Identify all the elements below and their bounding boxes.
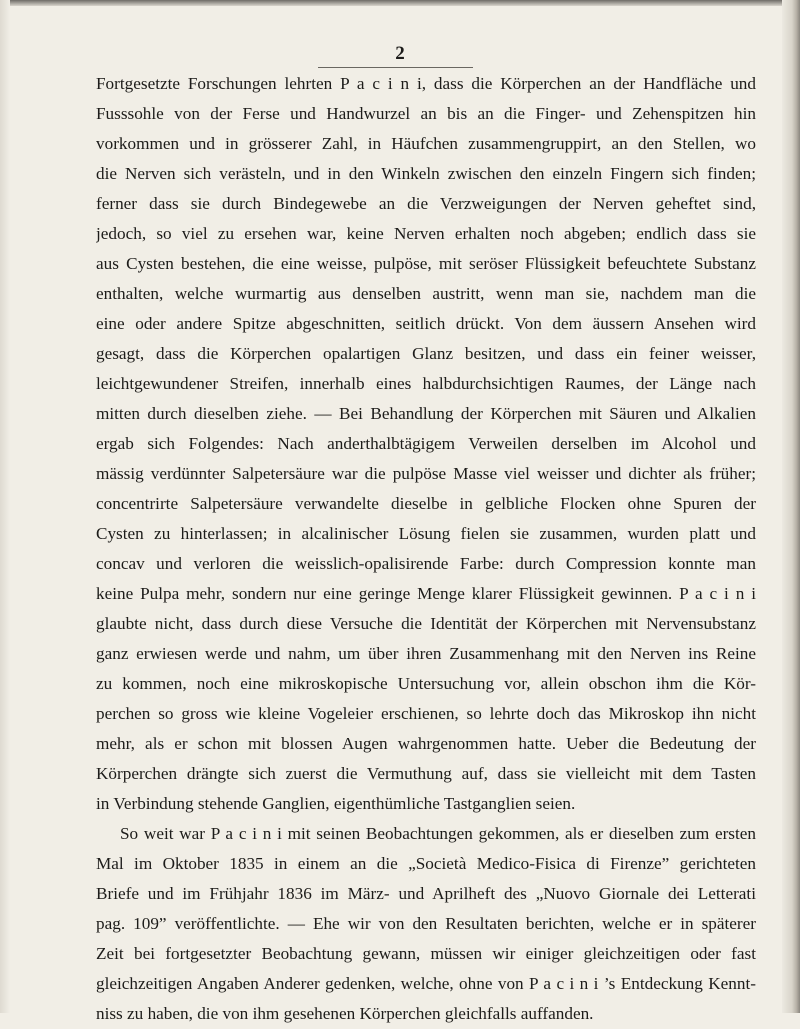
page-number: 2	[395, 43, 405, 64]
text-line: in Verbindung stehende Ganglien, eigenthümliche Tastganglien seien.	[96, 794, 576, 813]
text-line: ferner dass sie durch Bindegewebe an die Verzweigungen der Nerven geheftet sind,	[96, 194, 756, 213]
text-line: perchen so gross wie kleine Vogeleier erschienen, so lehrte doch das Mikroskop ihn nicht	[96, 704, 756, 723]
text-line: Körperchen drängte sich zuerst die Vermuthung auf, dass sie vielleicht mit dem Tasten	[96, 764, 756, 783]
text-line: aus Cysten bestehen, die eine weisse, pulpöse, mit seröser Flüssigkeit befeuchtete Substanz	[96, 254, 756, 273]
page-top-edge	[0, 0, 800, 6]
text-line: glaubte nicht, dass durch diese Versuche die Identität der Körperchen mit Nervensubstanz	[96, 614, 756, 633]
text-line: Fortgesetzte Forschungen lehrten P a c i n i, dass die Körperchen an der Handfläche und	[96, 74, 756, 93]
text-line: pag. 109” veröffentlichte. — Ehe wir von den Resultaten berichten, welche er in späterer	[96, 914, 756, 933]
text-line: ganz erwiesen werde und nahm, um über ihren Zusammenhang mit den Nerven ins Reine	[96, 644, 756, 663]
header-rule	[318, 67, 473, 68]
page-left-edge	[0, 0, 10, 1013]
text-line: gleichzeitigen Angaben Anderer gedenken, welche, ohne von P a c i n i ’s Entdeckung Kennt-	[96, 974, 756, 993]
text-line: gesagt, dass die Körperchen opalartigen Glanz besitzen, und dass ein feiner weisser,	[96, 344, 756, 363]
text-line: ergab sich Folgendes: Nach anderthalbtägigem Verweilen derselben im Alcohol und	[96, 434, 756, 453]
text-line: jedoch, so viel zu ersehen war, keine Nerven erhalten noch abgeben; endlich dass sie	[96, 224, 756, 243]
text-line: leichtgewundener Streifen, innerhalb eines halbdurchsichtigen Raumes, der Länge nach	[96, 374, 756, 393]
text-line: die Nerven sich verästeln, und in den Winkeln zwischen den einzeln Fingern sich finden;	[96, 164, 756, 183]
page-right-edge	[782, 0, 800, 1013]
text-line: Briefe und im Frühjahr 1836 im März- und Aprilheft des „Nuovo Giornale dei Letterati	[96, 884, 756, 903]
text-line: zu kommen, noch eine mikroskopische Untersuchung vor, allein obschon ihm die Kör-	[96, 674, 756, 693]
text-line: So weit war P a c i n i mit seinen Beobachtungen gekommen, als er dieselben zum ersten	[120, 824, 756, 843]
text-line: vorkommen und in grösserer Zahl, in Häufchen zusammengruppirt, an den Stellen, wo	[96, 134, 756, 153]
text-line: mässig verdünnter Salpetersäure war die pulpöse Masse viel weisser und dichter als früher;	[96, 464, 756, 483]
text-line: Cysten zu hinterlassen; in alcalinischer Lösung fielen sie zusammen, wurden platt und	[96, 524, 756, 543]
body-text	[96, 69, 756, 1029]
text-line: enthalten, welche wurmartig aus denselben austritt, wenn man sie, nachdem man die	[96, 284, 756, 303]
text-line: Zeit bei fortgesetzter Beobachtung gewann, müssen wir einiger gleichzeitigen oder fast	[96, 944, 756, 963]
text-line: mitten durch dieselben ziehe. — Bei Behandlung der Körperchen mit Säuren und Alkalien	[96, 404, 756, 423]
text-line: keine Pulpa mehr, sondern nur eine geringe Menge klarer Flüssigkeit gewinnen. P a c i n i	[96, 584, 756, 603]
text-line: niss zu haben, die von ihm gesehenen Körperchen gleichfalls auffanden.	[96, 1004, 594, 1023]
text-line: eine oder andere Spitze abgeschnitten, seitlich drückt. Von dem äussern Ansehen wird	[96, 314, 756, 333]
text-line: mehr, als er schon mit blossen Augen wahrgenommen hatte. Ueber die Bedeutung der	[96, 734, 756, 753]
text-line: concentrirte Salpetersäure verwandelte dieselbe in gelbliche Flocken ohne Spuren der	[96, 494, 756, 513]
text-line: Fusssohle von der Ferse und Handwurzel an bis an die Finger- und Zehenspitzen hin	[96, 104, 756, 123]
text-line: Mal im Oktober 1835 in einem an die „Società Medico-Fisica di Firenze” gerichteten	[96, 854, 756, 873]
text-line: concav und verloren die weisslich-opalisirende Farbe: durch Compression konnte man	[96, 554, 756, 573]
